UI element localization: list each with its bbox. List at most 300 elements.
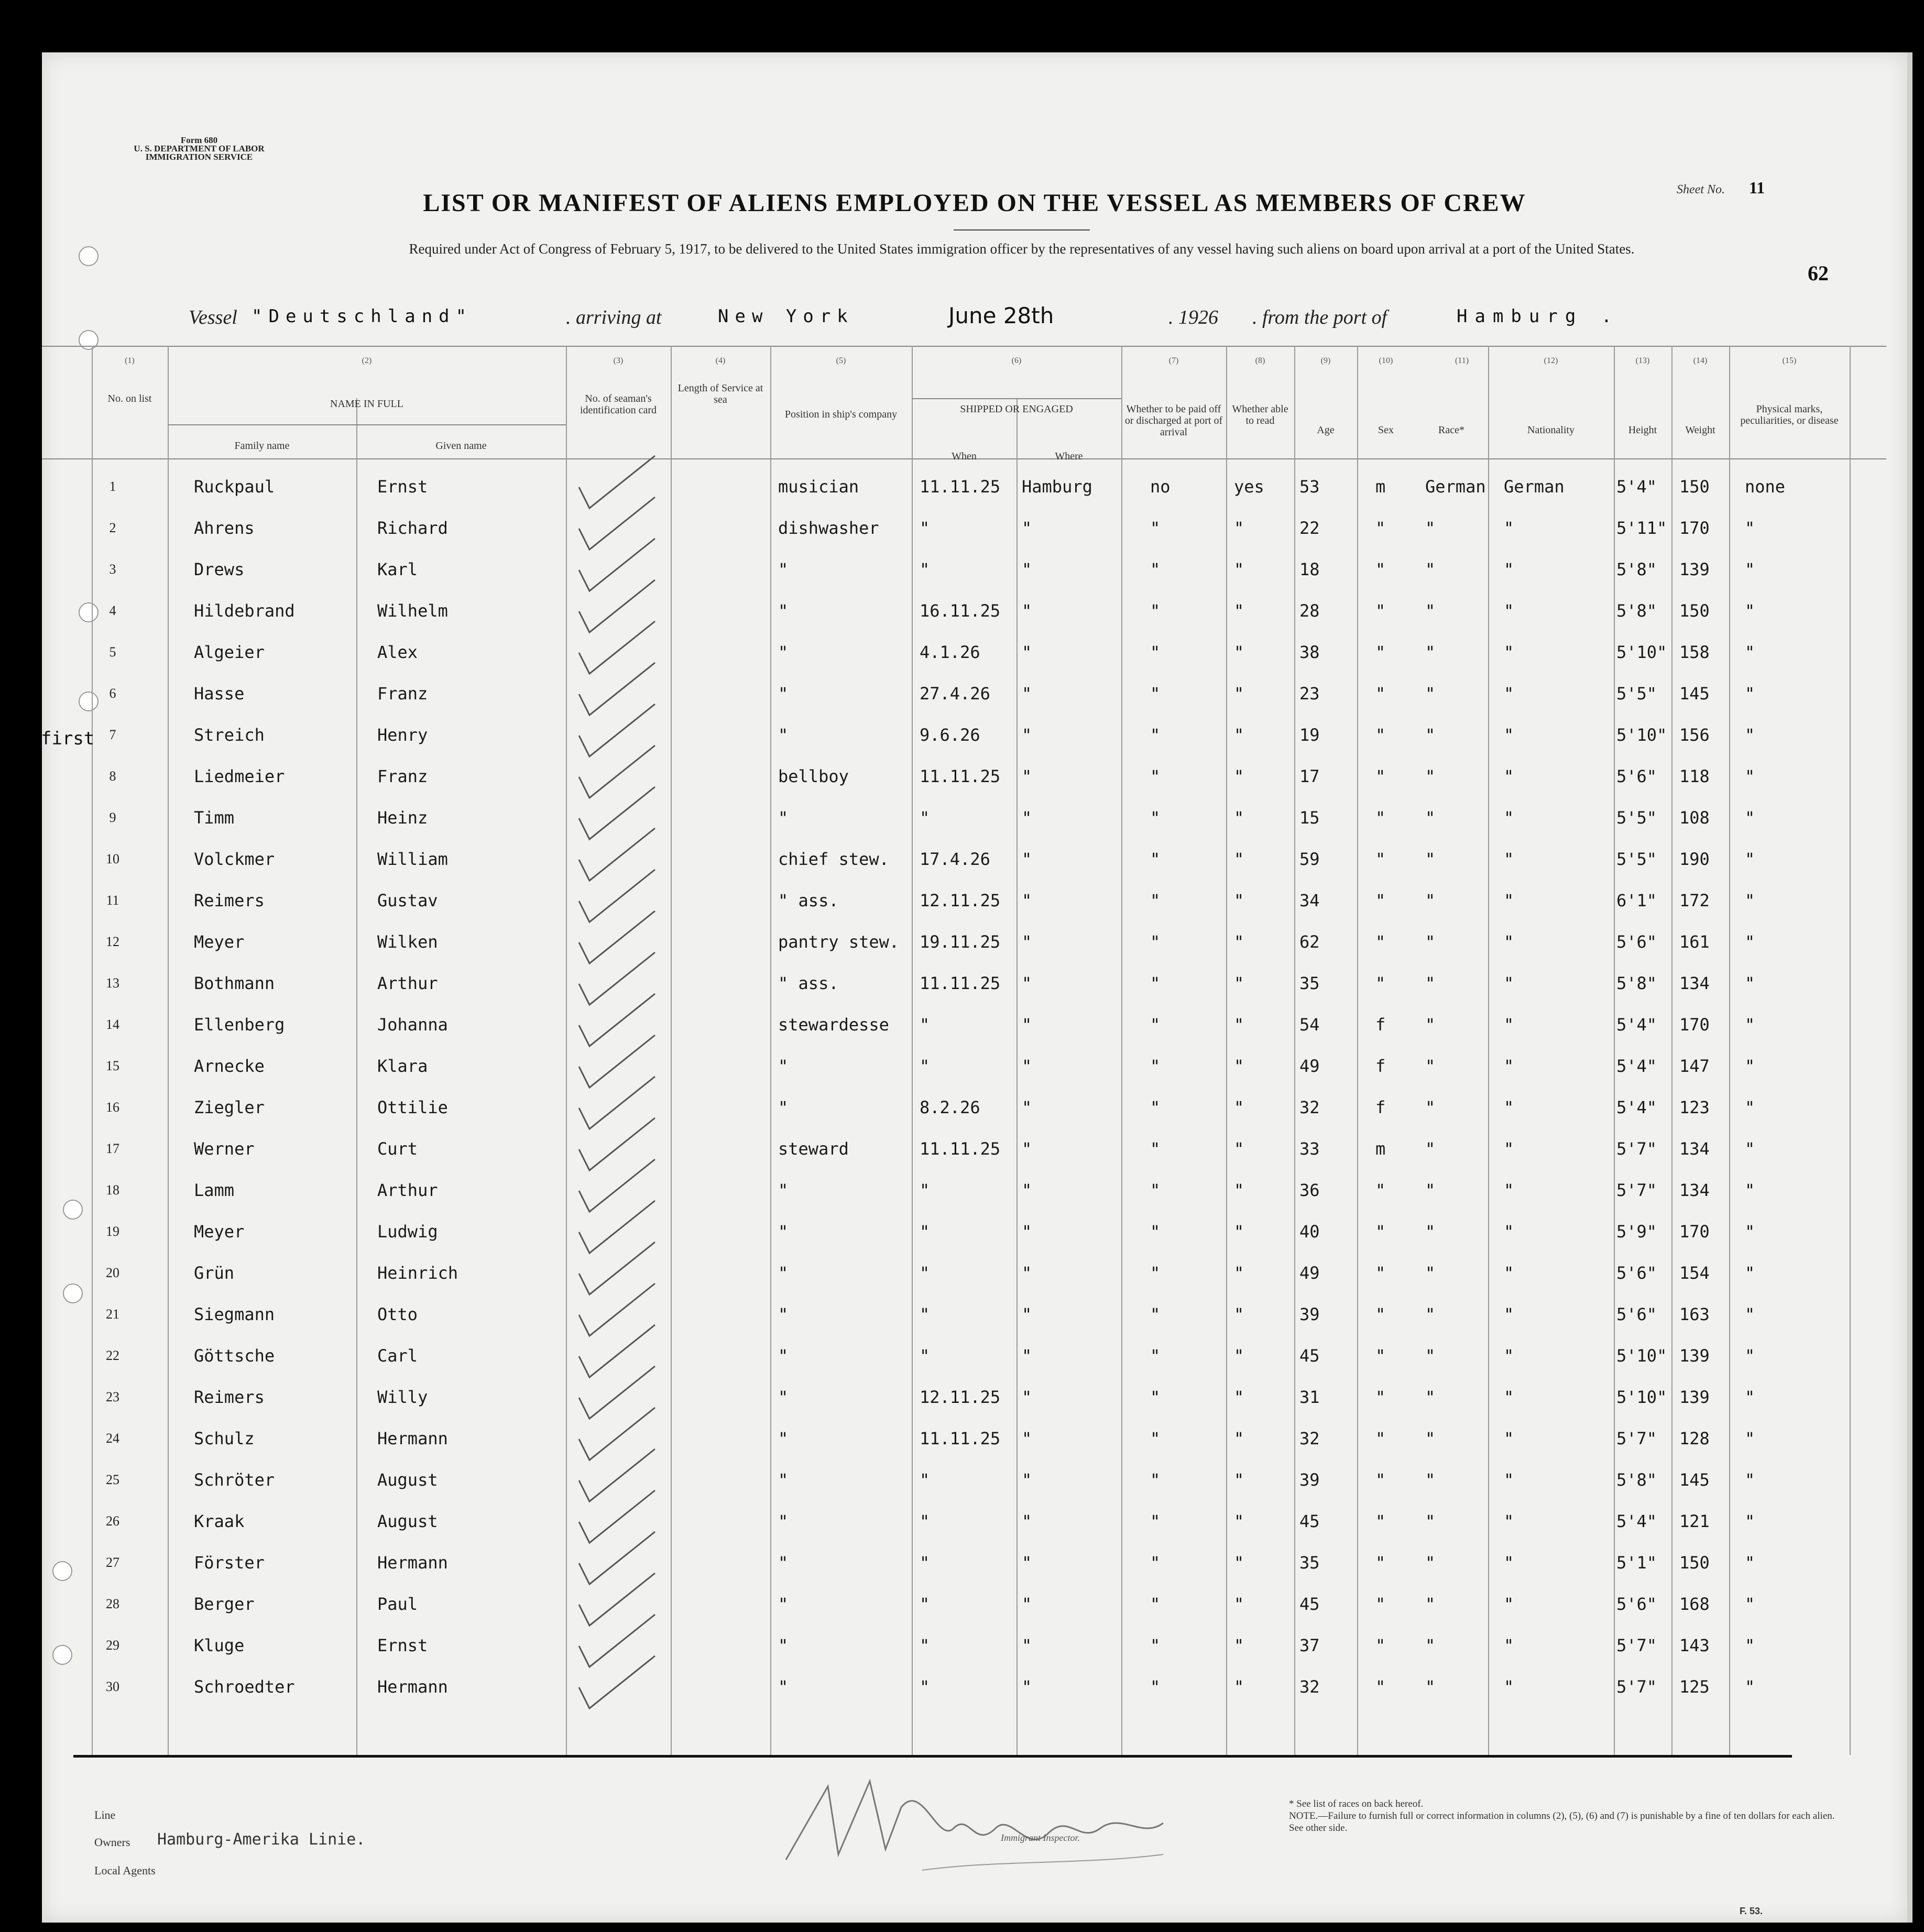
shipped-where: " [1022, 766, 1032, 786]
weight: 143 [1679, 1635, 1710, 1655]
age: 15 [1299, 808, 1320, 828]
arriving-label: . arriving at [566, 306, 662, 328]
age: 45 [1299, 1511, 1320, 1531]
nationality: " [1504, 1304, 1514, 1324]
able-to-read: " [1234, 1387, 1244, 1407]
family-name: Reimers [194, 891, 265, 910]
race: " [1425, 766, 1436, 786]
age: 19 [1299, 725, 1320, 745]
paid-off: " [1150, 849, 1161, 869]
family-name: Lamm [194, 1180, 235, 1200]
family-name: Schröter [194, 1470, 275, 1490]
shipped-where: " [1022, 1097, 1032, 1117]
check-mark [579, 1532, 655, 1584]
row-number: 20 [106, 1265, 119, 1280]
shipped-where: " [1022, 1139, 1032, 1159]
height: 5'4" [1616, 1511, 1657, 1531]
height: 5'8" [1616, 1470, 1657, 1490]
sex: m [1375, 477, 1386, 497]
race-note: * See list of races on back hereof. [1289, 1798, 1424, 1809]
family-name: Drews [194, 559, 245, 579]
shipped-when: 27.4.26 [920, 684, 990, 704]
race: " [1425, 973, 1436, 993]
age: 23 [1299, 684, 1320, 704]
height: 5'8" [1616, 559, 1657, 579]
height: 5'6" [1616, 932, 1657, 952]
given-name: Willy [377, 1387, 428, 1407]
shipped-where: " [1022, 642, 1032, 662]
height: 5'1" [1616, 1553, 1657, 1573]
shipped-where: " [1022, 601, 1032, 621]
nationality: " [1504, 973, 1514, 993]
height: 5'6" [1616, 1304, 1657, 1324]
paid-off: " [1150, 1139, 1161, 1159]
nationality: " [1504, 932, 1514, 952]
check-mark [579, 456, 655, 508]
check-mark [579, 745, 655, 798]
col2-header: NAME IN FULL [330, 398, 403, 410]
side-note: first [41, 728, 95, 749]
weight: 145 [1679, 1470, 1710, 1490]
nationality: " [1504, 1180, 1514, 1200]
sex: " [1375, 932, 1386, 952]
row-number: 7 [109, 727, 116, 742]
able-to-read: " [1234, 1511, 1244, 1531]
family-name: Timm [194, 808, 235, 828]
shipped-when: " [920, 1594, 930, 1614]
family-name: Ziegler [194, 1097, 265, 1117]
family-name: Volckmer [194, 849, 275, 869]
col1-number: (1) [125, 356, 135, 365]
vessel-label: Vessel [189, 306, 237, 328]
able-to-read: " [1234, 1429, 1244, 1448]
physical-marks: " [1745, 1180, 1755, 1200]
physical-marks: " [1745, 1097, 1755, 1117]
nationality: " [1504, 642, 1514, 662]
given-name: Alex [377, 642, 418, 662]
nationality: " [1504, 1056, 1514, 1076]
race: " [1425, 684, 1436, 704]
height: 5'4" [1616, 1097, 1657, 1117]
height: 5'6" [1616, 766, 1657, 786]
age: 38 [1299, 642, 1320, 662]
paid-off: " [1150, 1015, 1161, 1035]
position: dishwasher [778, 518, 879, 538]
sex: " [1375, 1346, 1386, 1366]
height: 5'5" [1616, 684, 1657, 704]
position: " ass. [778, 891, 839, 910]
able-to-read: " [1234, 1222, 1244, 1242]
race: " [1425, 1511, 1436, 1531]
col10-header: Sex [1378, 424, 1394, 436]
check-mark [579, 1449, 655, 1501]
race: " [1425, 1222, 1436, 1242]
able-to-read: " [1234, 684, 1244, 704]
col7-header: Whether to be paid off or discharged at port of arrival [1124, 403, 1223, 438]
shipped-when: 11.11.25 [920, 973, 1001, 993]
check-mark [579, 828, 655, 881]
given-name: Heinrich [377, 1263, 458, 1283]
able-to-read: " [1234, 932, 1244, 952]
document-subtitle: Required under Act of Congress of February 5, 1917, to be delivered to the United States immigration officer by the representatives of any vessel having such aliens on board upon arrival at a port of the United States. [409, 241, 1635, 257]
paid-off: " [1150, 1387, 1161, 1407]
position: " [778, 1553, 789, 1573]
check-mark [579, 1035, 655, 1088]
able-to-read: " [1234, 1056, 1244, 1076]
check-mark [579, 1656, 655, 1708]
nationality: " [1504, 766, 1514, 786]
race: German [1425, 477, 1486, 497]
nationality: " [1504, 1677, 1514, 1697]
paid-off: " [1150, 684, 1161, 704]
col3-number: (3) [613, 356, 624, 365]
shipped-where: " [1022, 1056, 1032, 1076]
penalty-note: NOTE.—Failure to furnish full or correct information in columns (2), (5), (6) and (7) is punishable by a fine of ten dollars for each alien. See other side. [1289, 1810, 1835, 1834]
shipped-where: " [1022, 684, 1032, 704]
age: 39 [1299, 1470, 1320, 1490]
race: " [1425, 1056, 1436, 1076]
family-name: Liedmeier [194, 766, 285, 786]
shipped-when: 11.11.25 [920, 766, 1001, 786]
position: " [778, 1677, 789, 1697]
sex: " [1375, 766, 1386, 786]
shipped-where: " [1022, 1222, 1032, 1242]
family-name: Ruckpaul [194, 477, 275, 497]
check-mark [579, 1408, 655, 1460]
col6-header: SHIPPED OR ENGAGED [960, 403, 1073, 415]
shipped-where: " [1022, 1470, 1032, 1490]
able-to-read: yes [1234, 477, 1264, 497]
shipped-when: " [920, 1056, 930, 1076]
physical-marks: " [1745, 1263, 1755, 1283]
row-number: 11 [106, 893, 119, 908]
height: 5'7" [1616, 1677, 1657, 1697]
shipped-where: " [1022, 932, 1032, 952]
col8-number: (8) [1255, 356, 1265, 365]
family-name: Hasse [194, 684, 245, 704]
weight: 170 [1679, 518, 1710, 538]
position: " [778, 642, 789, 662]
shipped-when: " [920, 1677, 930, 1697]
shipped-where: " [1022, 518, 1032, 538]
physical-marks: " [1745, 725, 1755, 745]
col5-header: Position in ship's company [784, 409, 898, 420]
col12-number: (12) [1544, 356, 1558, 365]
row-number: 16 [106, 1100, 119, 1115]
weight: 156 [1679, 725, 1710, 745]
race: " [1425, 601, 1436, 621]
row-number: 19 [106, 1224, 119, 1239]
page-number: 62 [1808, 261, 1829, 285]
sex: " [1375, 1553, 1386, 1573]
check-mark [579, 1490, 655, 1543]
manifest-sheet [42, 52, 1912, 1923]
nationality: " [1504, 1594, 1514, 1614]
inspector-signature [765, 1750, 1237, 1886]
check-mark [579, 994, 655, 1046]
form-code: F. 53. [1740, 1906, 1763, 1916]
col11-number: (11) [1455, 356, 1469, 365]
physical-marks: " [1745, 1429, 1755, 1448]
position: " [778, 1263, 789, 1283]
sex: " [1375, 1470, 1386, 1490]
weight: 145 [1679, 684, 1710, 704]
race: " [1425, 1387, 1436, 1407]
paid-off: " [1150, 1677, 1161, 1697]
sex: " [1375, 1677, 1386, 1697]
position: " [778, 1304, 789, 1324]
race: " [1425, 559, 1436, 579]
family-name: Arnecke [194, 1056, 265, 1076]
given-name: August [377, 1511, 438, 1531]
given-name: Wilken [377, 932, 438, 952]
physical-marks: " [1745, 1594, 1755, 1614]
nationality: " [1504, 1635, 1514, 1655]
race: " [1425, 1263, 1436, 1283]
col15-header: Physical marks, peculiarities, or disease [1740, 403, 1839, 426]
shipped-when: " [920, 559, 930, 579]
shipped-where: " [1022, 1387, 1032, 1407]
sex: " [1375, 1511, 1386, 1531]
nationality: " [1504, 1511, 1514, 1531]
nationality: " [1504, 725, 1514, 745]
able-to-read: " [1234, 1180, 1244, 1200]
age: 28 [1299, 601, 1320, 621]
col1-header: No. on list [107, 393, 152, 404]
shipped-when: " [920, 1511, 930, 1531]
physical-marks: " [1745, 1635, 1755, 1655]
height: 5'5" [1616, 849, 1657, 869]
race: " [1425, 1180, 1436, 1200]
col6-number: (6) [1011, 356, 1022, 365]
physical-marks: none [1745, 477, 1786, 497]
age: 18 [1299, 559, 1320, 579]
row-number: 4 [109, 603, 116, 618]
given-name: Hermann [377, 1677, 448, 1697]
given-name-header: Given name [435, 440, 487, 452]
physical-marks: " [1745, 642, 1755, 662]
shipped-when: 12.11.25 [920, 891, 1001, 910]
sex: " [1375, 808, 1386, 828]
shipped-when: 17.4.26 [920, 849, 990, 869]
row-number: 17 [106, 1141, 119, 1156]
height: 5'10" [1616, 642, 1667, 662]
position: " [778, 1097, 789, 1117]
paid-off: " [1150, 1222, 1161, 1242]
shipped-when: " [920, 1222, 930, 1242]
weight: 147 [1679, 1056, 1710, 1076]
row-number: 13 [106, 975, 119, 991]
family-name: Schroedter [194, 1677, 295, 1697]
sheet-number-label: Sheet No. [1677, 183, 1725, 196]
departure-port: Hamburg . [1457, 306, 1620, 327]
form-header-block [110, 136, 288, 161]
weight: 150 [1679, 601, 1710, 621]
shipped-where: " [1022, 808, 1032, 828]
physical-marks: " [1745, 1346, 1755, 1366]
shipped-where: " [1022, 973, 1032, 993]
row-number: 9 [109, 810, 116, 825]
col14-header: Weight [1685, 424, 1715, 436]
shipped-when: 8.2.26 [920, 1097, 980, 1117]
shipped-when: " [920, 1263, 930, 1283]
paid-off: " [1150, 808, 1161, 828]
given-name: Ernst [377, 1635, 428, 1655]
sex: " [1375, 973, 1386, 993]
nationality: " [1504, 1387, 1514, 1407]
position: " [778, 684, 789, 704]
check-mark [579, 1201, 655, 1253]
family-name: Kraak [194, 1511, 245, 1531]
given-name: Heinz [377, 808, 428, 828]
race: " [1425, 1635, 1436, 1655]
row-number: 3 [109, 562, 116, 577]
row-number: 23 [106, 1389, 119, 1404]
check-mark [579, 1573, 655, 1626]
row-number: 1 [109, 479, 116, 494]
sex: " [1375, 559, 1386, 579]
position: " [778, 1056, 789, 1076]
paid-off: " [1150, 1594, 1161, 1614]
physical-marks: " [1745, 1222, 1755, 1242]
shipped-where: " [1022, 725, 1032, 745]
position: stewardesse [778, 1015, 889, 1035]
shipped-where: " [1022, 559, 1032, 579]
nationality: " [1504, 1222, 1514, 1242]
col12-header: Nationality [1527, 424, 1575, 436]
age: 49 [1299, 1056, 1320, 1076]
age: 35 [1299, 1553, 1320, 1573]
race: " [1425, 849, 1436, 869]
sex: " [1375, 1429, 1386, 1448]
paid-off: " [1150, 1635, 1161, 1655]
shipped-when: " [920, 808, 930, 828]
shipped-when: 19.11.25 [920, 932, 1001, 952]
sex: f [1375, 1056, 1386, 1076]
nationality: " [1504, 1346, 1514, 1366]
weight: 170 [1679, 1222, 1710, 1242]
shipped-when: " [920, 1015, 930, 1035]
shipped-when: 9.6.26 [920, 725, 980, 745]
family-name: Hildebrand [194, 601, 295, 621]
weight: 123 [1679, 1097, 1710, 1117]
sex: " [1375, 891, 1386, 910]
check-mark [579, 1366, 655, 1419]
paid-off: " [1150, 1346, 1161, 1366]
given-name: Hermann [377, 1429, 448, 1448]
height: 5'5" [1616, 808, 1657, 828]
service-name: IMMIGRATION SERVICE [145, 152, 253, 162]
weight: 170 [1679, 1015, 1710, 1035]
given-name: Johanna [377, 1015, 448, 1035]
height: 5'7" [1616, 1635, 1657, 1655]
position: " [778, 601, 789, 621]
sex: f [1375, 1097, 1386, 1117]
shipped-when: " [920, 1346, 930, 1366]
able-to-read: " [1234, 973, 1244, 993]
col14-number: (14) [1693, 356, 1708, 365]
height: 5'10" [1616, 725, 1667, 745]
shipped-where: " [1022, 1511, 1032, 1531]
paid-off: " [1150, 1180, 1161, 1200]
shipped-when: 11.11.25 [920, 1429, 1001, 1448]
shipped-when: " [920, 518, 930, 538]
family-name: Förster [194, 1553, 265, 1573]
height: 5'6" [1616, 1594, 1657, 1614]
sex: " [1375, 1635, 1386, 1655]
nationality: " [1504, 1470, 1514, 1490]
age: 37 [1299, 1635, 1320, 1655]
given-name: William [377, 849, 448, 869]
shipped-where: " [1022, 1180, 1032, 1200]
given-name: Paul [377, 1594, 418, 1614]
given-name: Richard [377, 518, 448, 538]
paid-off: " [1150, 1553, 1161, 1573]
height: 5'7" [1616, 1429, 1657, 1448]
row-number: 15 [106, 1058, 119, 1073]
owners-value: Hamburg-Amerika Linie. [157, 1830, 366, 1849]
paid-off: " [1150, 973, 1161, 993]
age: 49 [1299, 1263, 1320, 1283]
age: 45 [1299, 1346, 1320, 1366]
weight: 168 [1679, 1594, 1710, 1614]
line-label: Line [94, 1808, 116, 1821]
position: " [778, 1511, 789, 1531]
paid-off: " [1150, 766, 1161, 786]
pencil-check-marks [42, 346, 1907, 1760]
paid-off: " [1150, 1304, 1161, 1324]
sex: f [1375, 1015, 1386, 1035]
footer-note [1289, 1798, 1844, 1834]
able-to-read: " [1234, 1304, 1244, 1324]
position: " [778, 1387, 789, 1407]
weight: 125 [1679, 1677, 1710, 1697]
col4-number: (4) [715, 356, 726, 365]
given-name: Klara [377, 1056, 428, 1076]
race: " [1425, 1429, 1436, 1448]
height: 5'4" [1616, 1056, 1657, 1076]
vessel-line [42, 303, 1907, 337]
age: 17 [1299, 766, 1320, 786]
arrival-port: New York [718, 306, 854, 327]
race: " [1425, 1553, 1436, 1573]
shipped-where: Hamburg [1022, 477, 1092, 497]
owners-label: Owners [94, 1836, 130, 1849]
sex: " [1375, 849, 1386, 869]
weight: 121 [1679, 1511, 1710, 1531]
able-to-read: " [1234, 1470, 1244, 1490]
position: " ass. [778, 973, 839, 993]
shipped-where: " [1022, 1429, 1032, 1448]
row-number: 6 [109, 686, 116, 701]
height: 5'10" [1616, 1387, 1667, 1407]
family-name: Ahrens [194, 518, 255, 538]
nationality: " [1504, 518, 1514, 538]
family-name: Werner [194, 1139, 255, 1159]
sex: " [1375, 1594, 1386, 1614]
race: " [1425, 518, 1436, 538]
weight: 190 [1679, 849, 1710, 869]
able-to-read: " [1234, 518, 1244, 538]
paid-off: " [1150, 601, 1161, 621]
document-title: LIST OR MANIFEST OF ALIENS EMPLOYED ON THE VESSEL AS MEMBERS OF CREW [423, 189, 1526, 217]
paid-off: " [1150, 518, 1161, 538]
able-to-read: " [1234, 1553, 1244, 1573]
weight: 161 [1679, 932, 1710, 952]
row-number: 28 [106, 1596, 119, 1611]
shipped-where: " [1022, 1594, 1032, 1614]
physical-marks: " [1745, 1470, 1755, 1490]
